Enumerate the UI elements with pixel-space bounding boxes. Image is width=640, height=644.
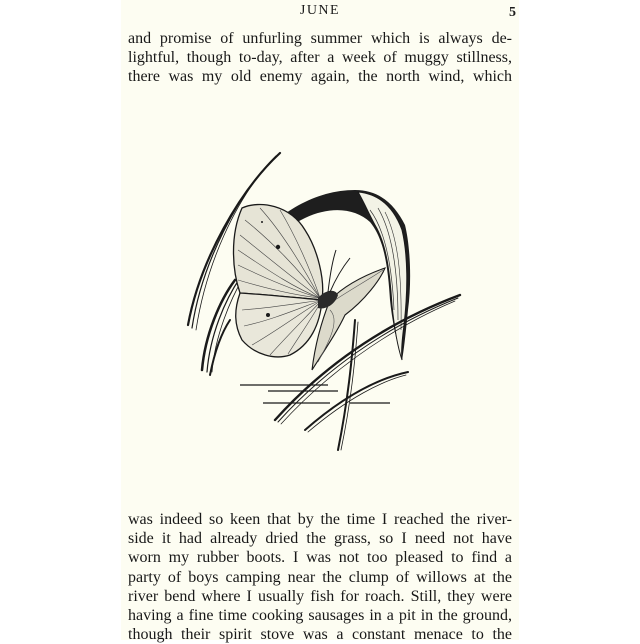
page-number: 5 — [509, 5, 516, 20]
text-line: and promise of unfurling summer which is always de- — [128, 30, 512, 47]
paragraph-bottom — [128, 510, 512, 644]
text-line: though their spirit stove was a constant menace to the — [128, 626, 512, 644]
running-head: JUNE — [299, 3, 341, 18]
text-line: side it had already dried the grass, so I need not have — [128, 530, 512, 548]
book-page — [121, 0, 519, 644]
text-line: there was my old enemy again, the north wind, which — [128, 68, 512, 86]
paragraph-top — [128, 29, 512, 87]
text-line: worn my rubber boots. I was not too pleased to find a — [128, 549, 512, 567]
text-line: lightful, though to-day, after a week of muggy stillness, — [128, 49, 512, 67]
text-line: was indeed so keen that by the time I reached the river- — [128, 511, 512, 528]
text-line: having a fine time cooking sausages in a pit in the ground, — [128, 606, 512, 624]
text-line: river bend where I usually fish for roach. Still, they were — [128, 587, 512, 605]
text-line: party of boys camping near the clump of willows at the — [128, 568, 512, 586]
butterfly-illustration — [180, 150, 470, 460]
